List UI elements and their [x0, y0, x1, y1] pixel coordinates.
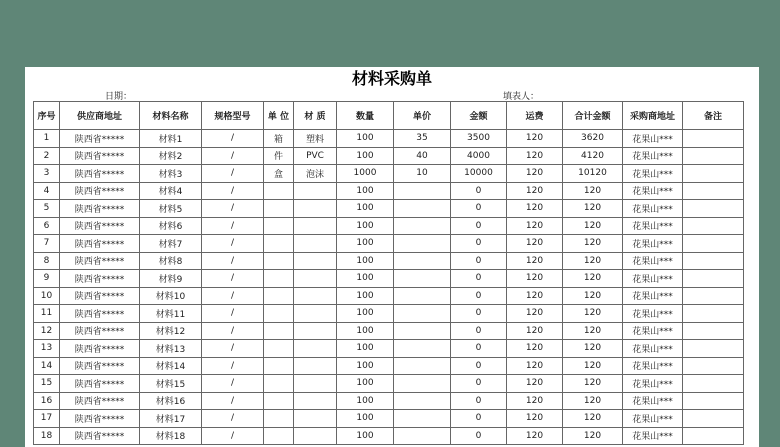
table-cell[interactable]: 花果山***	[623, 165, 683, 183]
table-row	[34, 287, 744, 305]
table-cell[interactable]: PVC	[294, 147, 337, 165]
table-cell[interactable]: 材料7	[140, 235, 202, 253]
table-cell[interactable]: 4120	[563, 147, 623, 165]
table-cell[interactable]: 花果山***	[623, 130, 683, 148]
table-cell[interactable]: 120	[507, 375, 563, 393]
table-cell[interactable]: /	[202, 305, 264, 323]
table-cell[interactable]: /	[202, 427, 264, 445]
spreadsheet-page	[25, 67, 759, 447]
table-cell[interactable]: 120	[507, 217, 563, 235]
table-cell[interactable]: 100	[337, 287, 394, 305]
table-cell[interactable]: 1000	[337, 165, 394, 183]
table-cell[interactable]: 花果山***	[623, 305, 683, 323]
header-row	[34, 102, 744, 130]
table-cell[interactable]: 花果山***	[623, 182, 683, 200]
table-row	[34, 357, 744, 375]
table-cell[interactable]: 陕西省*****	[60, 200, 140, 218]
table-cell[interactable]	[294, 410, 337, 428]
table-cell[interactable]	[394, 375, 451, 393]
table-cell[interactable]: 120	[507, 252, 563, 270]
table-cell[interactable]	[264, 252, 294, 270]
table-cell[interactable]	[683, 165, 744, 183]
table-cell[interactable]: 花果山***	[623, 287, 683, 305]
table-cell[interactable]: 花果山***	[623, 375, 683, 393]
table-cell[interactable]: 120	[563, 252, 623, 270]
table-cell[interactable]: 100	[337, 130, 394, 148]
table-cell[interactable]: 材料18	[140, 427, 202, 445]
table-cell[interactable]: 10	[34, 287, 60, 305]
table-cell[interactable]: 120	[563, 392, 623, 410]
table-cell[interactable]: 陕西省*****	[60, 147, 140, 165]
table-cell[interactable]: 花果山***	[623, 427, 683, 445]
table-cell[interactable]: 陕西省*****	[60, 270, 140, 288]
table-cell[interactable]: 120	[507, 287, 563, 305]
table-cell[interactable]: 材料6	[140, 217, 202, 235]
table-cell[interactable]	[394, 287, 451, 305]
table-cell[interactable]: /	[202, 252, 264, 270]
table-cell[interactable]: 材料16	[140, 392, 202, 410]
table-cell[interactable]: 材料12	[140, 322, 202, 340]
table-cell[interactable]: 陕西省*****	[60, 287, 140, 305]
table-cell[interactable]: /	[202, 410, 264, 428]
table-cell[interactable]: 陕西省*****	[60, 165, 140, 183]
table-cell[interactable]: 120	[563, 357, 623, 375]
table-cell[interactable]: 100	[337, 410, 394, 428]
table-cell[interactable]	[683, 375, 744, 393]
table-cell[interactable]: /	[202, 340, 264, 358]
table-cell[interactable]: 0	[451, 235, 507, 253]
table-cell[interactable]	[264, 427, 294, 445]
table-row	[34, 427, 744, 445]
table-cell[interactable]	[294, 200, 337, 218]
table-cell[interactable]: 100	[337, 322, 394, 340]
table-cell[interactable]	[294, 252, 337, 270]
table-cell[interactable]	[394, 357, 451, 375]
table-cell[interactable]: 花果山***	[623, 392, 683, 410]
table-cell[interactable]: 100	[337, 147, 394, 165]
table-cell[interactable]	[294, 322, 337, 340]
table-cell[interactable]	[394, 252, 451, 270]
table-cell[interactable]: 100	[337, 252, 394, 270]
table-cell[interactable]: 材料13	[140, 340, 202, 358]
table-cell[interactable]: 120	[563, 305, 623, 323]
table-cell[interactable]: 陕西省*****	[60, 217, 140, 235]
table-cell[interactable]: 材料3	[140, 165, 202, 183]
table-cell[interactable]: 120	[563, 340, 623, 358]
column-header[interactable]: 供应商地址	[60, 102, 140, 130]
table-cell[interactable]: 陕西省*****	[60, 182, 140, 200]
table-cell[interactable]	[394, 392, 451, 410]
table-cell[interactable]	[264, 357, 294, 375]
table-cell[interactable]	[264, 200, 294, 218]
table-cell[interactable]: 6	[34, 217, 60, 235]
table-cell[interactable]	[394, 217, 451, 235]
column-header[interactable]: 备注	[683, 102, 744, 130]
table-cell[interactable]	[683, 305, 744, 323]
table-cell[interactable]	[294, 217, 337, 235]
column-header[interactable]: 单 位	[264, 102, 294, 130]
table-cell[interactable]: /	[202, 200, 264, 218]
table-cell[interactable]: 0	[451, 305, 507, 323]
table-cell[interactable]: 120	[563, 427, 623, 445]
table-row	[34, 235, 744, 253]
table-cell[interactable]: 花果山***	[623, 200, 683, 218]
table-cell[interactable]: 花果山***	[623, 322, 683, 340]
table-cell[interactable]	[683, 217, 744, 235]
table-row	[34, 252, 744, 270]
table-cell[interactable]: 120	[563, 322, 623, 340]
table-cell[interactable]: 100	[337, 357, 394, 375]
column-header[interactable]: 材料名称	[140, 102, 202, 130]
table-cell[interactable]	[683, 182, 744, 200]
table-cell[interactable]: 10	[394, 165, 451, 183]
table-cell[interactable]: 120	[563, 235, 623, 253]
table-cell[interactable]	[264, 287, 294, 305]
table-cell[interactable]: 0	[451, 340, 507, 358]
table-cell[interactable]	[294, 375, 337, 393]
table-cell[interactable]: 材料5	[140, 200, 202, 218]
table-cell[interactable]: 17	[34, 410, 60, 428]
table-cell[interactable]	[394, 270, 451, 288]
table-cell[interactable]: 陕西省*****	[60, 375, 140, 393]
table-cell[interactable]	[264, 392, 294, 410]
table-cell[interactable]	[294, 357, 337, 375]
table-row	[34, 340, 744, 358]
filler-label: 填表人：	[503, 92, 540, 102]
table-cell[interactable]: 0	[451, 200, 507, 218]
table-cell[interactable]: /	[202, 375, 264, 393]
table-cell[interactable]: /	[202, 182, 264, 200]
table-cell[interactable]: 0	[451, 410, 507, 428]
table-cell[interactable]: 0	[451, 217, 507, 235]
table-row	[34, 200, 744, 218]
column-header[interactable]: 采购商地址	[623, 102, 683, 130]
column-header[interactable]: 运费	[507, 102, 563, 130]
table-cell[interactable]: 2	[34, 147, 60, 165]
table-cell[interactable]: 120	[563, 287, 623, 305]
table-cell[interactable]: 0	[451, 392, 507, 410]
table-cell[interactable]: 0	[451, 252, 507, 270]
table-cell[interactable]: 0	[451, 357, 507, 375]
table-cell[interactable]: 材料17	[140, 410, 202, 428]
table-cell[interactable]: 材料8	[140, 252, 202, 270]
table-cell[interactable]	[294, 235, 337, 253]
table-cell[interactable]: 材料10	[140, 287, 202, 305]
table-cell[interactable]: 100	[337, 235, 394, 253]
table-cell[interactable]: 陕西省*****	[60, 357, 140, 375]
table-cell[interactable]: 120	[507, 357, 563, 375]
table-row	[34, 217, 744, 235]
table-cell[interactable]: 花果山***	[623, 410, 683, 428]
column-header[interactable]: 数量	[337, 102, 394, 130]
column-header[interactable]: 单价	[394, 102, 451, 130]
table-cell[interactable]: 0	[451, 427, 507, 445]
table-cell[interactable]	[264, 322, 294, 340]
table-cell[interactable]: 120	[563, 182, 623, 200]
table-cell[interactable]	[683, 357, 744, 375]
table-cell[interactable]: 陕西省*****	[60, 410, 140, 428]
table-cell[interactable]	[294, 427, 337, 445]
table-cell[interactable]: 100	[337, 270, 394, 288]
table-cell[interactable]: 100	[337, 392, 394, 410]
table-cell[interactable]	[394, 305, 451, 323]
table-cell[interactable]: 12	[34, 322, 60, 340]
table-cell[interactable]	[683, 340, 744, 358]
table-cell[interactable]: 100	[337, 200, 394, 218]
table-cell[interactable]: 120	[507, 200, 563, 218]
table-cell[interactable]	[394, 182, 451, 200]
column-header[interactable]: 序号	[34, 102, 60, 130]
table-cell[interactable]	[264, 340, 294, 358]
table-cell[interactable]	[683, 130, 744, 148]
table-body	[34, 130, 744, 445]
column-header[interactable]: 规格型号	[202, 102, 264, 130]
table-cell[interactable]	[394, 427, 451, 445]
table-cell[interactable]: 15	[34, 375, 60, 393]
table-cell[interactable]	[683, 392, 744, 410]
table-cell[interactable]: 120	[563, 200, 623, 218]
table-cell[interactable]: 花果山***	[623, 340, 683, 358]
table-cell[interactable]	[394, 235, 451, 253]
table-cell[interactable]: 120	[563, 217, 623, 235]
table-cell[interactable]: 7	[34, 235, 60, 253]
table-cell[interactable]	[294, 305, 337, 323]
table-cell[interactable]	[683, 147, 744, 165]
table-cell[interactable]: 8	[34, 252, 60, 270]
table-cell[interactable]	[264, 217, 294, 235]
table-row	[34, 182, 744, 200]
table-cell[interactable]: 120	[563, 270, 623, 288]
table-cell[interactable]	[394, 410, 451, 428]
table-cell[interactable]: /	[202, 270, 264, 288]
table-cell[interactable]: 0	[451, 375, 507, 393]
table-cell[interactable]: 16	[34, 392, 60, 410]
table-cell[interactable]: /	[202, 392, 264, 410]
table-cell[interactable]: 花果山***	[623, 270, 683, 288]
table-cell[interactable]: 120	[563, 375, 623, 393]
table-row	[34, 270, 744, 288]
table-row	[34, 410, 744, 428]
table-cell[interactable]	[683, 252, 744, 270]
table-cell[interactable]: 120	[507, 322, 563, 340]
table-cell[interactable]	[294, 287, 337, 305]
table-cell[interactable]	[264, 410, 294, 428]
table-cell[interactable]: 120	[507, 270, 563, 288]
table-cell[interactable]: 花果山***	[623, 357, 683, 375]
table-cell[interactable]: 陕西省*****	[60, 305, 140, 323]
table-cell[interactable]: 100	[337, 375, 394, 393]
table-cell[interactable]: 100	[337, 340, 394, 358]
table-cell[interactable]: 塑料	[294, 130, 337, 148]
table-cell[interactable]: 陕西省*****	[60, 392, 140, 410]
table-cell[interactable]: 13	[34, 340, 60, 358]
table-cell[interactable]: 0	[451, 287, 507, 305]
table-cell[interactable]: 4	[34, 182, 60, 200]
table-cell[interactable]: 陕西省*****	[60, 427, 140, 445]
table-cell[interactable]: 3	[34, 165, 60, 183]
table-cell[interactable]: 0	[451, 182, 507, 200]
table-cell[interactable]	[394, 322, 451, 340]
table-cell[interactable]: 120	[507, 305, 563, 323]
table-cell[interactable]	[683, 427, 744, 445]
table-cell[interactable]: /	[202, 147, 264, 165]
table-cell[interactable]	[683, 270, 744, 288]
table-cell[interactable]	[264, 270, 294, 288]
table-cell[interactable]: 箱	[264, 130, 294, 148]
table-cell[interactable]: 120	[507, 182, 563, 200]
table-cell[interactable]: 35	[394, 130, 451, 148]
table-cell[interactable]: /	[202, 357, 264, 375]
table-cell[interactable]: 100	[337, 427, 394, 445]
table-cell[interactable]: 材料9	[140, 270, 202, 288]
table-row	[34, 130, 744, 148]
table-cell[interactable]	[394, 200, 451, 218]
table-cell[interactable]: 11	[34, 305, 60, 323]
table-cell[interactable]: /	[202, 217, 264, 235]
table-cell[interactable]: 陕西省*****	[60, 340, 140, 358]
table-cell[interactable]: 材料4	[140, 182, 202, 200]
table-cell[interactable]: 花果山***	[623, 235, 683, 253]
table-cell[interactable]: 陕西省*****	[60, 130, 140, 148]
table-cell[interactable]	[294, 270, 337, 288]
table-cell[interactable]	[294, 182, 337, 200]
table-cell[interactable]: 陕西省*****	[60, 235, 140, 253]
table-cell[interactable]: 1	[34, 130, 60, 148]
table-cell[interactable]: 100	[337, 305, 394, 323]
table-row	[34, 305, 744, 323]
table-cell[interactable]: /	[202, 322, 264, 340]
table-cell[interactable]: /	[202, 165, 264, 183]
table-row	[34, 165, 744, 183]
table-cell[interactable]: /	[202, 287, 264, 305]
table-cell[interactable]: 4000	[451, 147, 507, 165]
table-cell[interactable]: 10000	[451, 165, 507, 183]
table-cell[interactable]: 陕西省*****	[60, 322, 140, 340]
table-cell[interactable]: 3620	[563, 130, 623, 148]
table-cell[interactable]: 陕西省*****	[60, 252, 140, 270]
table-cell[interactable]: 件	[264, 147, 294, 165]
table-cell[interactable]	[394, 340, 451, 358]
table-row	[34, 375, 744, 393]
table-cell[interactable]: 泡沫	[294, 165, 337, 183]
table-cell[interactable]: /	[202, 130, 264, 148]
table-cell[interactable]	[294, 392, 337, 410]
table-cell[interactable]	[683, 235, 744, 253]
table-cell[interactable]: 花果山***	[623, 252, 683, 270]
table-cell[interactable]: 120	[507, 340, 563, 358]
table-cell[interactable]: 120	[563, 410, 623, 428]
table-cell[interactable]	[264, 235, 294, 253]
table-cell[interactable]: 3500	[451, 130, 507, 148]
table-cell[interactable]: 材料11	[140, 305, 202, 323]
table-cell[interactable]: 9	[34, 270, 60, 288]
table-cell[interactable]	[683, 322, 744, 340]
table-cell[interactable]: 120	[507, 427, 563, 445]
table-cell[interactable]: 120	[507, 410, 563, 428]
table-cell[interactable]: /	[202, 235, 264, 253]
column-header[interactable]: 材 质	[294, 102, 337, 130]
table-cell[interactable]	[683, 287, 744, 305]
table-cell[interactable]	[683, 200, 744, 218]
table-cell[interactable]: 120	[507, 147, 563, 165]
table-cell[interactable]: 18	[34, 427, 60, 445]
table-cell[interactable]: 材料15	[140, 375, 202, 393]
table-row	[34, 322, 744, 340]
table-cell[interactable]: 120	[507, 235, 563, 253]
table-cell[interactable]: 5	[34, 200, 60, 218]
table-cell[interactable]: 100	[337, 217, 394, 235]
table-cell[interactable]: 120	[507, 392, 563, 410]
purchase-table	[33, 101, 744, 445]
table-cell[interactable]: 0	[451, 270, 507, 288]
table-cell[interactable]: 10120	[563, 165, 623, 183]
table-cell[interactable]: 14	[34, 357, 60, 375]
table-row	[34, 392, 744, 410]
column-header[interactable]: 合计金额	[563, 102, 623, 130]
table-cell[interactable]: 100	[337, 182, 394, 200]
table-cell[interactable]: 120	[507, 165, 563, 183]
table-cell[interactable]: 材料14	[140, 357, 202, 375]
table-row	[34, 147, 744, 165]
table-cell[interactable]: 0	[451, 322, 507, 340]
table-cell[interactable]	[264, 182, 294, 200]
table-cell[interactable]	[294, 340, 337, 358]
date-label: 日期：	[105, 92, 133, 102]
table-cell[interactable]: 120	[507, 130, 563, 148]
table-cell[interactable]	[683, 410, 744, 428]
page-title: 材料采购单	[351, 69, 432, 88]
table-cell[interactable]	[264, 375, 294, 393]
table-cell[interactable]: 盒	[264, 165, 294, 183]
table-cell[interactable]: 花果山***	[623, 217, 683, 235]
table-cell[interactable]: 40	[394, 147, 451, 165]
table-cell[interactable]: 花果山***	[623, 147, 683, 165]
table-cell[interactable]: 材料2	[140, 147, 202, 165]
table-cell[interactable]	[264, 305, 294, 323]
column-header[interactable]: 金额	[451, 102, 507, 130]
table-cell[interactable]: 材料1	[140, 130, 202, 148]
